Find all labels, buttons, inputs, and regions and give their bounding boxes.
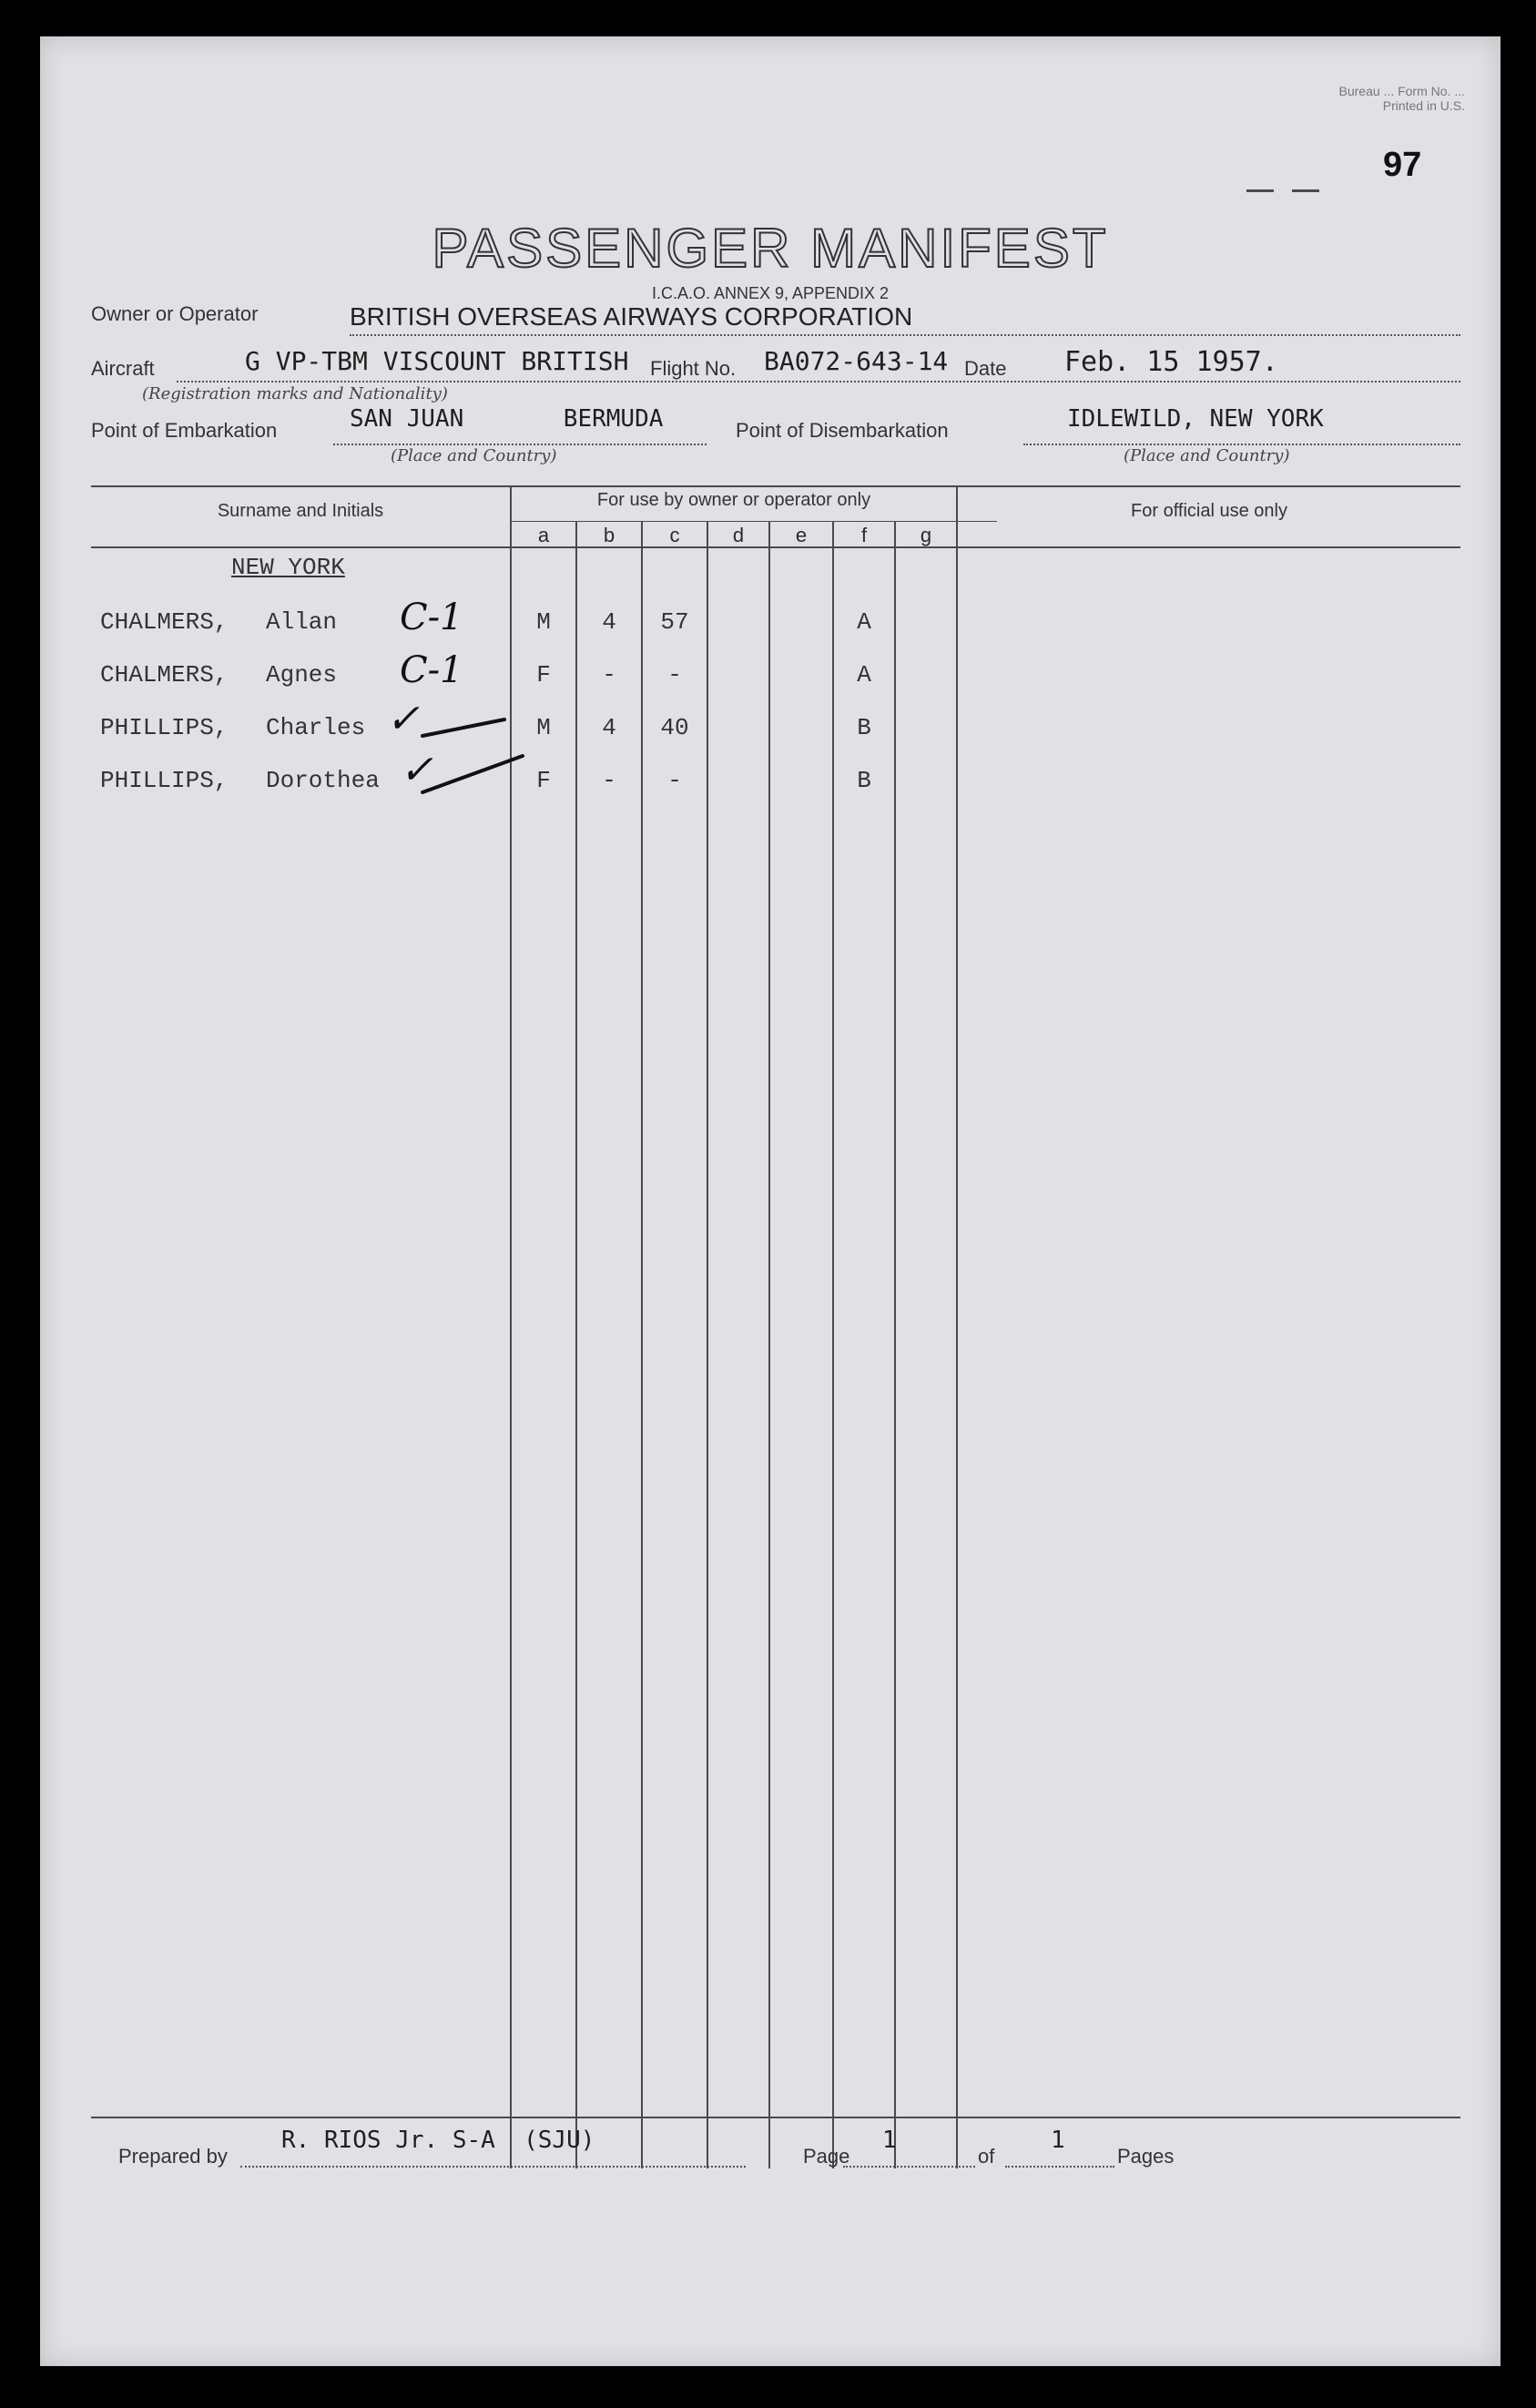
prepared-label: Prepared by	[118, 2145, 228, 2168]
stamp-line-1: Bureau ... Form No. ...	[1338, 84, 1465, 98]
row-col-b: -	[602, 661, 616, 689]
page-dotline	[843, 2166, 975, 2168]
row-given: Dorothea	[266, 767, 380, 794]
embarkation-dotline	[333, 444, 707, 445]
embarkation-caption: (Place and Country)	[391, 446, 557, 465]
row-surname: PHILLIPS,	[100, 767, 229, 794]
subcol-rule	[510, 521, 997, 522]
row-col-f: B	[857, 767, 871, 794]
subcol-g: g	[920, 524, 932, 546]
row-col-b: 4	[602, 714, 616, 741]
row-given: Allan	[266, 608, 338, 636]
row-given: Charles	[266, 714, 366, 741]
row-col-a: F	[536, 661, 551, 689]
row-surname: CHALMERS,	[100, 608, 229, 636]
owner-dotline	[350, 334, 1460, 336]
row-mark: ✓	[400, 747, 433, 793]
corner-stamp	[1228, 84, 1465, 113]
row-col-f: A	[857, 661, 871, 689]
manifest-paper	[40, 36, 1500, 2366]
flight-label: Flight No.	[650, 357, 737, 380]
disembarkation-value: IDLEWILD, NEW YORK	[1067, 405, 1324, 433]
flight-value: BA072-643-14	[764, 346, 949, 376]
row-col-b: 4	[602, 608, 616, 636]
embarkation-value: SAN JUAN BERMUDA	[350, 405, 664, 433]
disembarkation-caption: (Place and Country)	[1124, 446, 1290, 465]
row-mark: C-1	[400, 649, 463, 691]
row-col-c: -	[667, 661, 682, 689]
embarkation-label: Point of Embarkation	[91, 419, 278, 442]
subcol-f: f	[860, 524, 868, 546]
row-mark: ✓	[386, 696, 420, 742]
col-divider	[707, 521, 708, 2168]
footer-top-rule	[91, 2117, 1460, 2118]
subcol-e: e	[795, 524, 808, 546]
aircraft-dotline	[177, 381, 1460, 383]
row-col-c: 40	[660, 714, 689, 741]
date-value: Feb. 15 1957.	[1064, 346, 1278, 378]
page-value: 1	[882, 2127, 897, 2154]
row-col-f: A	[857, 608, 871, 636]
dash-mark	[1246, 189, 1274, 192]
owner-value: BRITISH OVERSEAS AIRWAYS CORPORATION	[350, 302, 913, 331]
pages-label: Pages	[1117, 2145, 1175, 2168]
page-number: 97	[1383, 146, 1422, 184]
date-label: Date	[964, 357, 1007, 380]
subcol-c: c	[669, 524, 680, 546]
row-surname: CHALMERS,	[100, 661, 229, 689]
aircraft-caption: (Registration marks and Nationality)	[142, 384, 448, 403]
of-label: of	[978, 2145, 995, 2168]
page-label: Page	[803, 2145, 850, 2168]
row-col-a: F	[536, 767, 551, 794]
subcol-b: b	[603, 524, 615, 546]
row-col-c: -	[667, 767, 682, 794]
row-col-b: -	[602, 767, 616, 794]
page-subtitle: I.C.A.O. ANNEX 9, APPENDIX 2	[651, 284, 890, 302]
disembarkation-dotline	[1023, 444, 1460, 445]
owner-label: Owner or Operator	[91, 302, 259, 325]
subcol-a: a	[537, 524, 550, 546]
row-col-a: M	[536, 714, 551, 741]
aircraft-value: G VP-TBM VISCOUNT BRITISH	[245, 346, 629, 376]
col-header-surname: Surname and Initials	[217, 501, 384, 521]
row-col-a: M	[536, 608, 551, 636]
disembarkation-label: Point of Disembarkation	[736, 419, 949, 442]
col-divider	[956, 521, 958, 2168]
section-heading: NEW YORK	[231, 554, 345, 581]
prepared-dotline	[240, 2166, 746, 2168]
col-header-owner-use: For use by owner or operator only	[596, 490, 871, 510]
table-top-rule	[91, 485, 1460, 487]
col-divider	[894, 521, 896, 2168]
of-value: 1	[1051, 2127, 1065, 2154]
page-title: PASSENGER MANIFEST	[432, 218, 1109, 279]
row-col-c: 57	[660, 608, 689, 636]
stamp-line-2: Printed in U.S.	[1382, 98, 1465, 113]
row-given: Agnes	[266, 661, 338, 689]
col-header-official: For official use only	[1131, 501, 1287, 521]
aircraft-label: Aircraft	[91, 357, 155, 380]
subcol-d: d	[732, 524, 745, 546]
handwritten-check-strokes	[386, 710, 550, 847]
dash-mark	[1292, 189, 1319, 192]
prepared-value: R. RIOS Jr. S-A (SJU)	[281, 2127, 595, 2154]
col-divider	[768, 521, 770, 2168]
of-dotline	[1005, 2166, 1114, 2168]
row-col-f: B	[857, 714, 871, 741]
row-surname: PHILLIPS,	[100, 714, 229, 741]
row-mark: C-1	[400, 597, 463, 638]
